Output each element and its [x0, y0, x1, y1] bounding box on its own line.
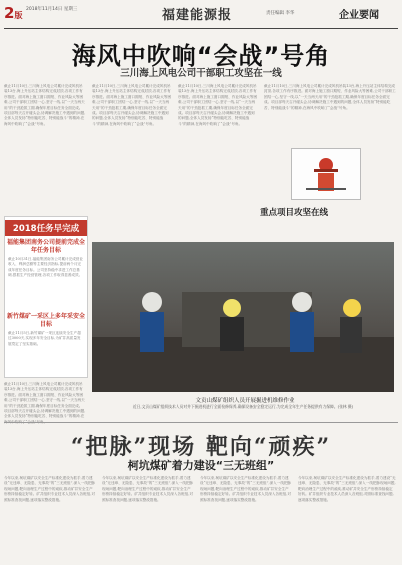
sidebar-story2-headline: 新竹煤矿一采区上多年采安全目标 — [7, 313, 86, 328]
photo-caption: 文贡山煤矿组织人员开展掘进机维修作业 — [195, 398, 295, 404]
helmet-worker-icon — [292, 149, 360, 199]
sidebar-box — [4, 216, 88, 378]
lead-headline: 海风中吹响“会战”号角 — [71, 42, 331, 70]
lead-body-col2: 截止11月10日,三川海上风电公司累计完成风机吊装13台,海上升压站主体结构完成封顶,各项工作有序推进。面对海上施工窗口期短、作业风险大等困难,公司干部职工团结一心,坚守一线,以“一天当两天用”的干劲抢抓工期,确保年度目标任务全面完成。项目部每天召开碰头会,协调解决施工中遇到的问题,全体人员发扬“特别能吃苦、特别能战斗”的精神,在海风中吹响了“会战”号角。 — [92, 84, 172, 126]
second-body-col1: 今年以来,柯坑煤矿以安全生产标准化建设为抓手,着力建设“无违章、无隐患、无事故”的“三无班组”,深入一线把脉现场问题,靶向治理生产过程中的顽疾,推动矿井安全生产形势持续稳定好转。矿井组织专业技术人员深入各班组,对照标准查找问题,逐项落实整改措施。 — [4, 476, 96, 502]
photo-description: 近日,文贡山煤矿组织技术人员对井下掘进机进行全面检修保养,确保设备安全稳定运行,为完成全年生产任务提供有力保障。(张林 摄) — [132, 404, 354, 409]
editor-meta: 责任编辑 李华 — [266, 11, 295, 16]
column-name: 企业要闻 — [339, 10, 379, 21]
second-subheadline: 柯坑煤矿着力建设“三无班组” — [127, 459, 275, 472]
section-divider — [4, 422, 398, 423]
page-header — [4, 4, 398, 26]
lead-body-col1-cont: 截止11月10日,三川海上风电公司累计完成风机吊装13台,海上升压站主体结构完成封顶,各项工作有序推进。面对海上施工窗口期短、作业风险大等困难,公司干部职工团结一心,坚守一线,以“一天当两天用”的干劲抢抓工期,确保年度目标任务全面完成。项目部每天召开碰头会,协调解决施工中遇到的问题,全体人员发扬“特别能吃苦、特别能战斗”的精神,在 — [4, 382, 86, 419]
lead-body-col4: 截止11月10日,三川海上风电公司累计完成风机吊装13台,海上升压站主体结构完成封顶,各项工作有序推进。面对海上施工窗口期短、作业风险大等困难,公司干部职工团结一心,坚守一线,以“一天当两天用”的干劲抢抓工期,确保年度目标任务全面完成。项目部每天召开碰头会,协调解决施工中遇到的问题,全体人员发扬“特别能吃苦、特别能战斗”的精神,在海风中吹响了“会战”号角。 — [264, 84, 396, 110]
lead-body-col3: 截止11月10日,三川海上风电公司累计完成风机吊装13台,海上升压站主体结构完成封顶,各项工作有序推进。面对海上施工窗口期短、作业风险大等困难,公司干部职工团结一心,坚守一线,以“一天当两天用”的干劲抢抓工期,确保年度目标任务全面完成。项目部每天召开碰头会,协调解决施工中遇到的问题,全体人员发扬“特别能吃苦、特别能战斗”的精神,在海风中吹响了“会战”号角。 — [178, 84, 258, 126]
lead-subheadline: 三川海上风电公司干部职工攻坚在一线 — [120, 68, 282, 79]
sidebar-story1-headline: 福能集团南务公司提前完成全年任务目标 — [7, 239, 86, 254]
sidebar-story1-body: 截止10月31日,福能集团南务公司累计完成营业收入、利润总额等主要经济指标,提前两个月完成年度任务目标。公司坚持稳中求进工作总基调,狠抓生产经营管理,各项工作取得显著成效。 — [8, 257, 83, 278]
second-body-col4: 今年以来,柯坑煤矿以安全生产标准化建设为抓手,着力建设“无违章、无隐患、无事故”的“三无班组”,深入一线把脉现场问题,靶向治理生产过程中的顽疾,推动矿井安全生产形势持续稳定好转。矿井组织专业技术人员深入各班组,对照标准查找问题,逐项落实整改措施。 — [298, 476, 396, 502]
sidebar-story2-body: 截止11月5日,新竹煤矿一采区连续安全生产超过3000天,实现多年安全目标,为矿井高质量发展奠定了坚实基础。 — [8, 331, 81, 346]
newspaper-logo: 福建能源报 — [162, 8, 233, 23]
second-body-col3: 今年以来,柯坑煤矿以安全生产标准化建设为抓手,着力建设“无违章、无隐患、无事故”的“三无班组”,深入一线把脉现场问题,靶向治理生产过程中的顽疾,推动矿井安全生产形势持续稳定好转。矿井组织专业技术人员深入各班组,对照标准查找问题,逐项落实整改措施。 — [200, 476, 292, 502]
page-number: 2版 — [4, 4, 23, 22]
lead-body-col1: 截止11月10日,三川海上风电公司累计完成风机吊装13台,海上升压站主体结构完成封顶,各项工作有序推进。面对海上施工窗口期短、作业风险大等困难,公司干部职工团结一心,坚守一线,以“一天当两天用”的干劲抢抓工期,确保年度目标任务全面完成。项目部每天召开碰头会,协调解决施工中遇到的问题,全体人员发扬“特别能吃苦、特别能战斗”的精神,在海风中吹响了“会战”号角。 — [4, 84, 86, 126]
worker-icon-image — [291, 148, 361, 200]
miners-illustration-icon — [92, 242, 394, 392]
lead-photo-caption: 重点项目攻坚在线 — [260, 208, 329, 218]
sidebar-title: 2018任务早完成 — [5, 220, 87, 236]
mine-workers-photo — [92, 242, 394, 392]
second-headline: “把脉”现场 靶向“顽疾” — [70, 434, 332, 460]
second-body-col2: 今年以来,柯坑煤矿以安全生产标准化建设为抓手,着力建设“无违章、无隐患、无事故”的“三无班组”,深入一线把脉现场问题,靶向治理生产过程中的顽疾,推动矿井安全生产形势持续稳定好转。矿井组织专业技术人员深入各班组,对照标准查找问题,逐项落实整改措施。 — [102, 476, 194, 502]
date-line: 2018年11月14日 星期三 — [26, 7, 78, 12]
header-rule — [4, 28, 398, 29]
